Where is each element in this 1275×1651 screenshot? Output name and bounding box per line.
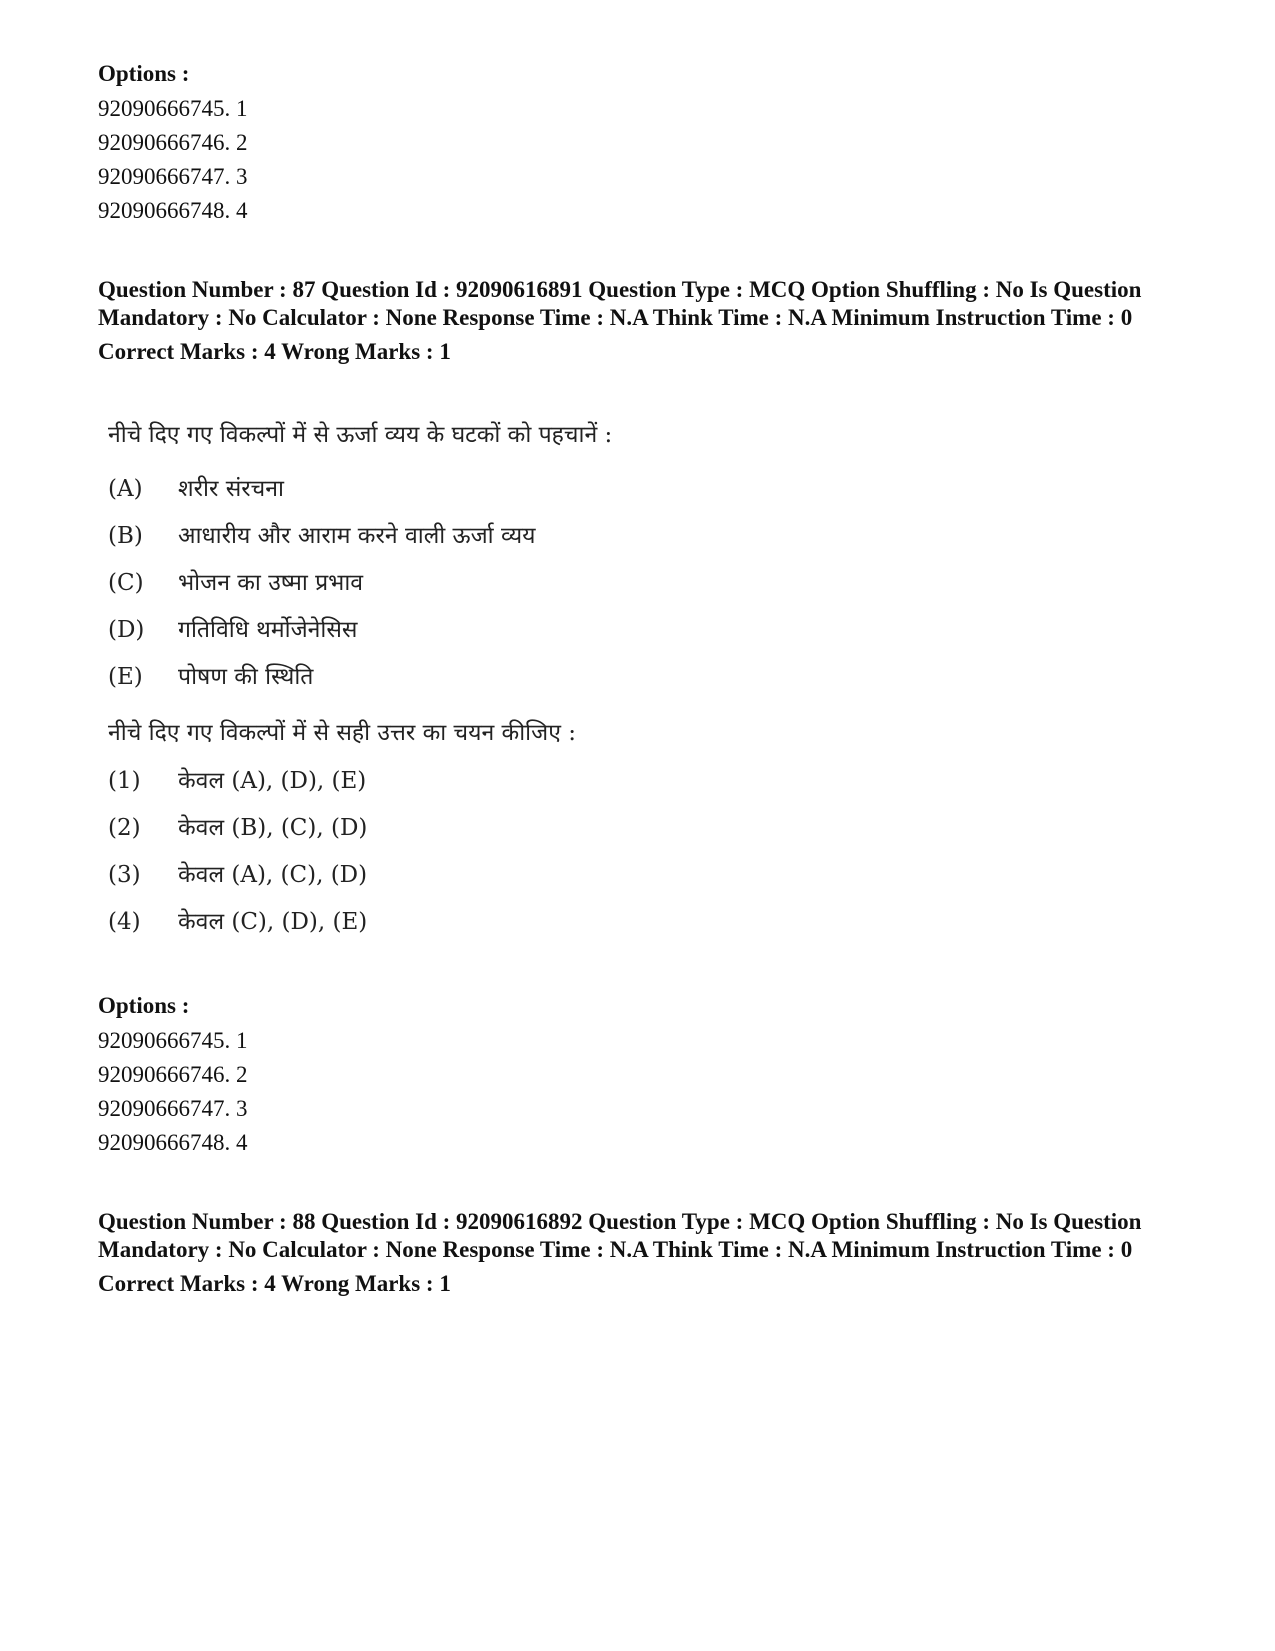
question-marks: Correct Marks : 4 Wrong Marks : 1 (98, 339, 451, 364)
statement-label: (A) (108, 476, 143, 502)
choice-label: (4) (108, 909, 141, 935)
q87-options-block (98, 992, 248, 1160)
option-line: 92090666745. 1 (98, 1028, 248, 1053)
question-marks: Correct Marks : 4 Wrong Marks : 1 (98, 1271, 451, 1296)
select-instruction: नीचे दिए गए विकल्पों में से सही उत्तर का चयन कीजिए : (108, 720, 576, 746)
statement-item (108, 568, 612, 598)
statement-text: पोषण की स्थिति (178, 664, 314, 690)
statement-item (108, 615, 612, 645)
option-line: 92090666747. 3 (98, 1096, 248, 1121)
choice-text: केवल (B), (C), (D) (178, 815, 368, 841)
statement-text: आधारीय और आराम करने वाली ऊर्जा व्यय (178, 523, 536, 549)
choice-text: केवल (C), (D), (E) (178, 909, 368, 935)
choice-text: केवल (A), (D), (E) (178, 768, 367, 794)
statement-label: (C) (108, 570, 144, 596)
choice-item (108, 860, 612, 890)
statement-text: गतिविधि थर्मोजेनेसिस (178, 617, 358, 643)
options-heading: Options : (98, 61, 190, 86)
option-line: 92090666746. 2 (98, 1062, 248, 1087)
q87-header (98, 276, 1198, 366)
statement-label: (D) (108, 617, 145, 643)
question-meta: Question Number : 88 Question Id : 92090616892 Question Type : MCQ Option Shuffling : No Is Question Mandatory : No Calculator : None Response Time : N.A Think Time : N.A Minimum Instruction Time : 0 (98, 1209, 1142, 1262)
choice-label: (3) (108, 862, 141, 888)
q88-header (98, 1208, 1198, 1298)
option-line: 92090666745. 1 (98, 96, 248, 121)
choice-item (108, 907, 612, 937)
choice-label: (2) (108, 815, 141, 841)
statement-text: शरीर संरचना (178, 476, 285, 502)
choice-item (108, 766, 612, 796)
statement-item (108, 662, 612, 692)
choice-label: (1) (108, 768, 141, 794)
statement-item (108, 474, 612, 504)
option-line: 92090666748. 4 (98, 198, 248, 223)
question-stem: नीचे दिए गए विकल्पों में से ऊर्जा व्यय के घटकों को पहचानें : (108, 422, 613, 448)
option-line: 92090666747. 3 (98, 164, 248, 189)
statement-label: (E) (108, 664, 143, 690)
choice-text: केवल (A), (C), (D) (178, 862, 368, 888)
option-line: 92090666748. 4 (98, 1130, 248, 1155)
choice-item (108, 813, 612, 843)
question-meta: Question Number : 87 Question Id : 92090616891 Question Type : MCQ Option Shuffling : No Is Question Mandatory : No Calculator : None Response Time : N.A Think Time : N.A Minimum Instruction Time : 0 (98, 277, 1142, 330)
statement-label: (B) (108, 523, 143, 549)
option-line: 92090666746. 2 (98, 130, 248, 155)
options-heading: Options : (98, 993, 190, 1018)
top-options-block (98, 60, 248, 228)
q87-question-body (108, 420, 612, 937)
statement-text: भोजन का उष्मा प्रभाव (178, 570, 364, 596)
statement-item (108, 521, 612, 551)
